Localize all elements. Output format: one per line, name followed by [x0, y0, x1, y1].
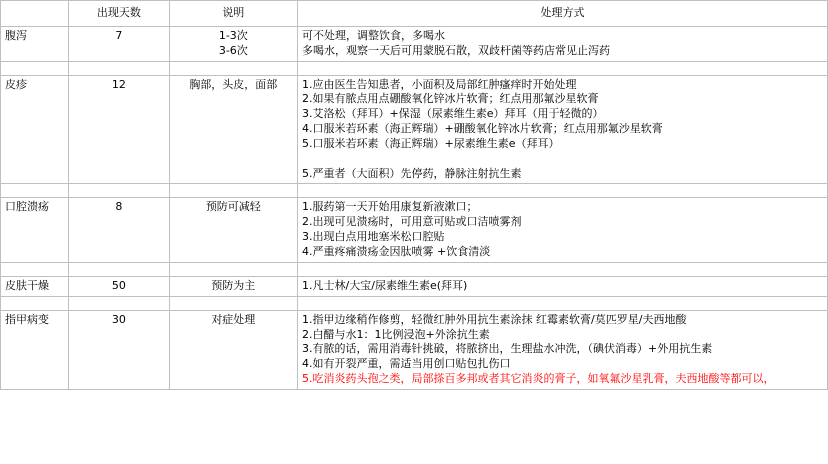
- row-days-cell: [69, 26, 169, 61]
- table-row: [1, 198, 828, 262]
- row-treatment-lines: [298, 27, 827, 61]
- spacer-cell: [298, 184, 828, 198]
- row-days-cell: [69, 75, 169, 184]
- note-line: 胸部，头皮，面部: [189, 77, 278, 91]
- row-name: 口腔溃疡: [5, 200, 49, 214]
- spacer-cell: [298, 296, 828, 310]
- spacer-cell: [69, 61, 169, 75]
- treatment-line: 多喝水，观察一天后可用蒙脱石散，双歧杆菌等药店常见止泻药: [302, 43, 611, 57]
- row-treatment-lines: [298, 76, 827, 184]
- spacer-cell: [69, 184, 169, 198]
- spacer-cell: [169, 262, 297, 276]
- treatment-line: 5.口服米若环素（海正辉瑞）+尿素维生素e（拜耳）: [302, 136, 560, 150]
- row-treatment-lines: [298, 198, 827, 261]
- treatment-line: 4.口服米若环素（海正辉瑞）+硼酸氧化锌冰片软膏；红点用那氟沙星软膏: [302, 122, 663, 136]
- table-row: [1, 276, 828, 296]
- header-label-days: 出现天数: [96, 6, 141, 19]
- row-note-cell: [169, 26, 297, 61]
- row-treatment-cell: [298, 276, 828, 296]
- header-label-note: 说明: [222, 6, 245, 19]
- spacer-row: [1, 61, 828, 75]
- treatment-line: 2.白醋与水1：1比例浸泡+外涂抗生素: [302, 327, 490, 341]
- note-line: 对症处理: [211, 312, 256, 326]
- header-cell-days: [69, 1, 169, 27]
- row-days: 7: [115, 28, 123, 42]
- note-line: 预防为主: [211, 278, 256, 292]
- row-note-lines: [170, 198, 297, 217]
- header-cell-treatment: [298, 1, 828, 27]
- header-label-name: [1, 1, 68, 11]
- header-cell-note: [169, 1, 297, 27]
- header-label-treatment: 处理方式: [540, 6, 585, 19]
- table-row: [1, 75, 828, 184]
- spacer-cell: [1, 296, 69, 310]
- table-row: [1, 310, 828, 389]
- spacer-cell: [169, 61, 297, 75]
- row-treatment-cell: [298, 26, 828, 61]
- spacer-cell: [69, 262, 169, 276]
- table-row: [1, 26, 828, 61]
- row-note-cell: [169, 276, 297, 296]
- row-days-cell: [69, 198, 169, 262]
- row-treatment-cell: [298, 75, 828, 184]
- spacer-cell: [1, 61, 69, 75]
- row-days-cell: [69, 310, 169, 389]
- spacer-row: [1, 184, 828, 198]
- row-note-cell: [169, 75, 297, 184]
- row-name: 皮肤干燥: [5, 278, 49, 292]
- row-name: 腹泻: [5, 28, 27, 42]
- spacer-cell: [169, 184, 297, 198]
- treatment-line: 4.严重疼痛溃疡金因肽喷雾 +饮食清淡: [302, 244, 491, 258]
- table-header-row: [1, 1, 828, 27]
- treatment-line: 1.服药第一天开始用康复新液漱口；: [302, 200, 478, 214]
- treatment-line: 1.指甲边缘稍作修剪，轻微红肿外用抗生素涂抹 红霉素软膏/莫匹罗星/夫西地酸: [302, 312, 687, 326]
- treatment-line: 2.出现可见溃疡时，可用意可贴或口洁喷雾剂: [302, 215, 522, 229]
- row-note-lines: [170, 76, 297, 95]
- row-days: 30: [111, 312, 126, 326]
- row-treatment-cell: [298, 198, 828, 262]
- treatment-line: 3.出现白点用地塞米松口腔贴: [302, 230, 445, 244]
- spacer-row: [1, 296, 828, 310]
- row-treatment-cell: [298, 310, 828, 389]
- spacer-cell: [169, 296, 297, 310]
- note-line: 预防可减轻: [205, 200, 261, 214]
- treatment-line: 3.有脓的话，需用消毒针挑破，将脓挤出，生理盐水冲洗，（碘伏消毒）+外用抗生素: [302, 342, 713, 356]
- note-line: 1-3次: [218, 28, 248, 42]
- treatment-line: 2.如果有脓点用点硼酸氧化锌冰片软膏；红点用那氟沙星软膏: [302, 92, 599, 106]
- row-name: 指甲病变: [5, 312, 49, 326]
- row-name-cell: [1, 310, 69, 389]
- treatment-line: 5.严重者（大面积）先停药，静脉注射抗生素: [302, 166, 522, 180]
- row-note-lines: [170, 311, 297, 330]
- row-treatment-lines: [298, 277, 827, 296]
- row-days-cell: [69, 276, 169, 296]
- row-days: 12: [111, 77, 126, 91]
- spacer-cell: [1, 184, 69, 198]
- row-name-cell: [1, 26, 69, 61]
- row-treatment-lines: [298, 311, 827, 389]
- treatment-line: 3.艾洛松（拜耳）+保湿（尿素维生素e）拜耳（用于轻微的）: [302, 107, 604, 121]
- treatment-line-blank: [302, 152, 823, 167]
- treatment-line: 4.如有开裂严重，需适当用创口贴包扎伤口: [302, 357, 511, 371]
- spacer-row: [1, 262, 828, 276]
- row-name-cell: [1, 75, 69, 184]
- treatment-line: 1.应由医生告知患者，小面积及局部红肿瘙痒时开始处理: [302, 77, 577, 91]
- row-note-cell: [169, 198, 297, 262]
- treatment-line-highlighted: 5.吃消炎药头孢之类，局部搽百多邦或者其它消炎的膏子，如氧氟沙星乳膏，夫西地酸等都可以，: [302, 372, 775, 386]
- row-name: 皮疹: [5, 77, 27, 91]
- note-line: 3-6次: [218, 43, 248, 57]
- spacer-cell: [69, 296, 169, 310]
- row-note-cell: [169, 310, 297, 389]
- row-note-lines: [170, 27, 297, 61]
- spacer-cell: [298, 262, 828, 276]
- header-cell-name: [1, 1, 69, 27]
- spacer-cell: [1, 262, 69, 276]
- spacer-cell: [298, 61, 828, 75]
- row-name-cell: [1, 276, 69, 296]
- row-name-cell: [1, 198, 69, 262]
- row-days: 8: [115, 200, 123, 214]
- treatment-line: 1.凡士林/大宝/尿素维生素e(拜耳): [302, 278, 468, 292]
- treatment-line: 可不处理，调整饮食，多喝水: [302, 28, 446, 42]
- row-days: 50: [111, 278, 126, 292]
- row-note-lines: [170, 277, 297, 296]
